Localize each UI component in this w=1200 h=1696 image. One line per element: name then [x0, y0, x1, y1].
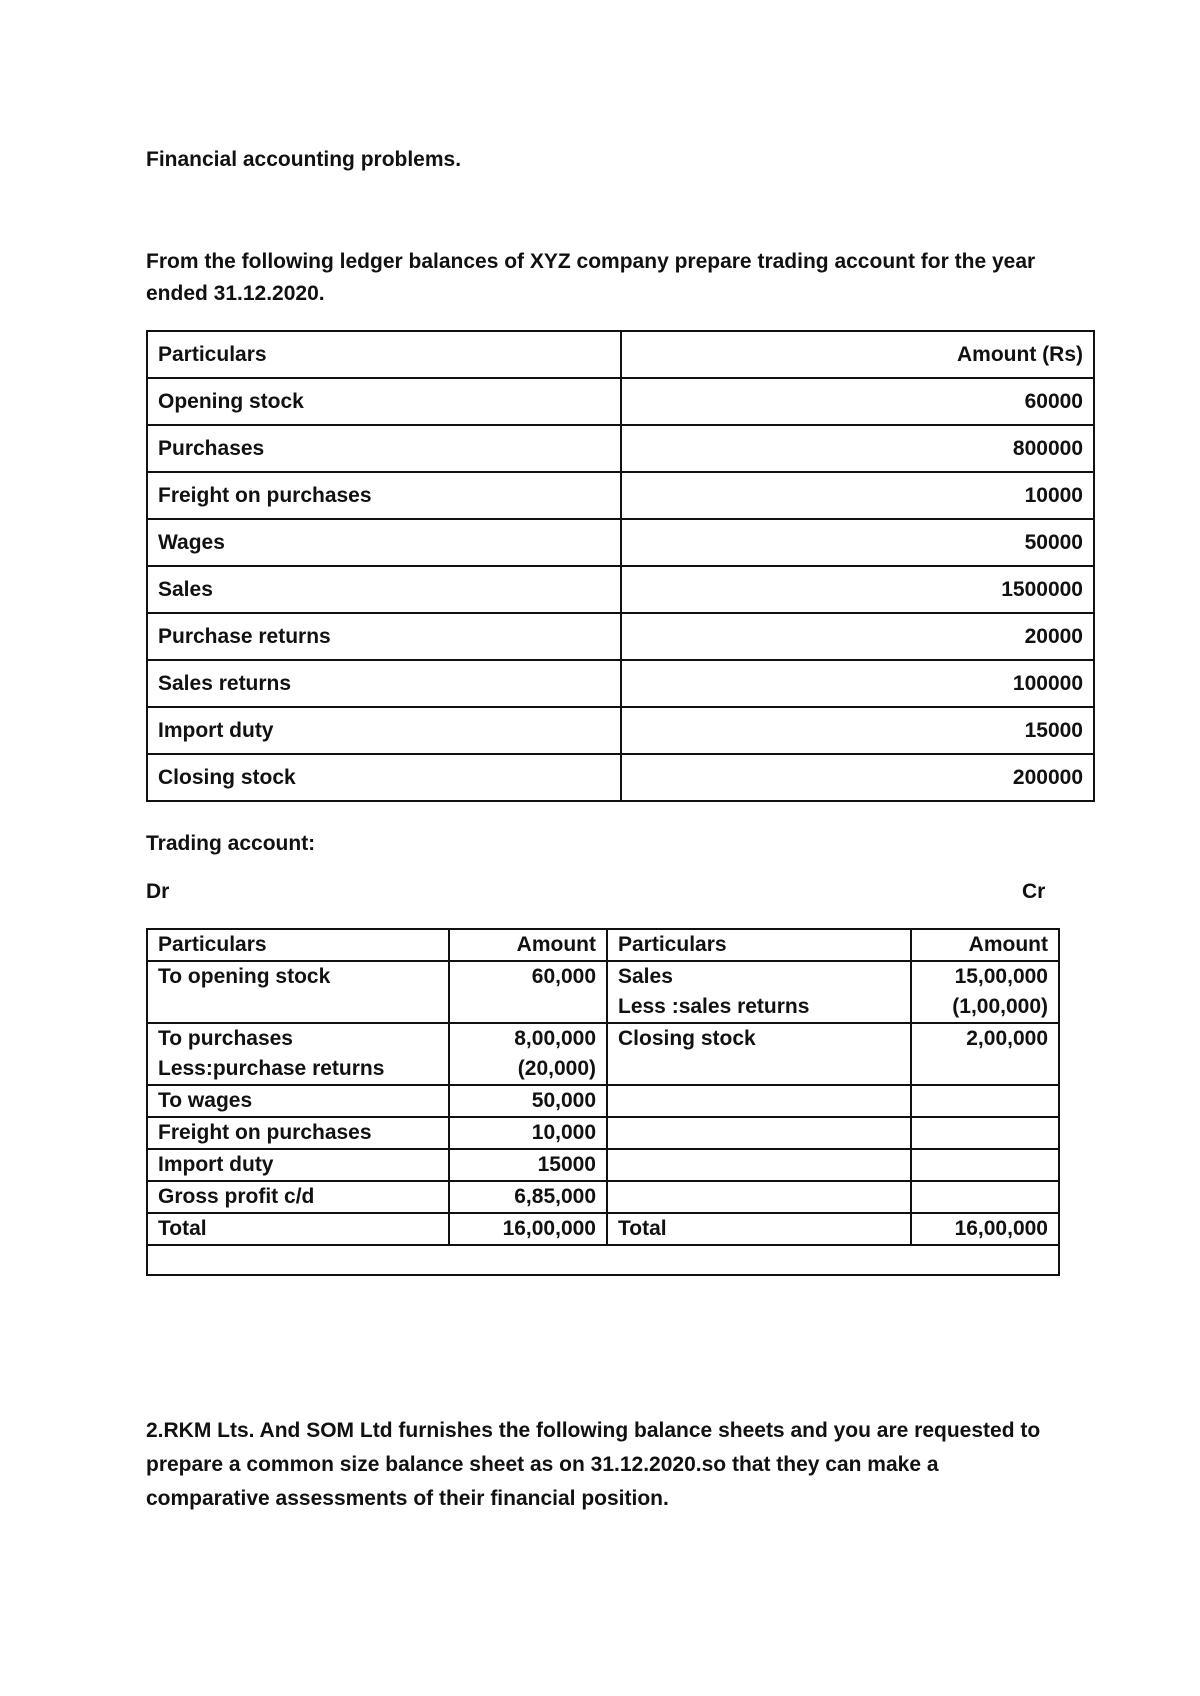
cr-total-amount: 16,00,000	[911, 1213, 1059, 1245]
page-title: Financial accounting problems.	[146, 148, 462, 171]
cr-amount-cell	[911, 1149, 1059, 1181]
cr-particulars-line: Sales	[618, 965, 673, 988]
cr-amount-cell	[911, 1117, 1059, 1149]
dr-amount-line: 60,000	[531, 965, 596, 988]
ledger-balances-table	[146, 330, 1095, 802]
particulars-cell: Wages	[147, 519, 621, 566]
cr-amount-cell	[911, 961, 1059, 1023]
amount-cell: 100000	[621, 660, 1094, 707]
dr-particulars-cell: To wages	[147, 1085, 449, 1117]
particulars-cell: Purchases	[147, 425, 621, 472]
table-row	[147, 707, 1094, 754]
dr-particulars-line: To opening stock	[158, 965, 331, 988]
cr-amount-header: Amount	[911, 929, 1059, 961]
dr-particulars-line: To purchases	[158, 1027, 293, 1050]
cr-particulars-header: Particulars	[607, 929, 911, 961]
empty-row	[147, 1245, 1059, 1275]
amount-cell: 50000	[621, 519, 1094, 566]
amount-cell: 15000	[621, 707, 1094, 754]
particulars-cell: Freight on purchases	[147, 472, 621, 519]
table-row	[147, 425, 1094, 472]
particulars-cell: Sales returns	[147, 660, 621, 707]
dr-total-label: Total	[147, 1213, 449, 1245]
table-header-row	[147, 331, 1094, 378]
table-row	[147, 1023, 1059, 1085]
cr-amount-line: (1,00,000)	[952, 995, 1048, 1018]
cr-particulars-cell	[607, 1085, 911, 1117]
dr-particulars-line: Less:purchase returns	[158, 1057, 385, 1080]
cr-amount-cell	[911, 1023, 1059, 1085]
table-row	[147, 519, 1094, 566]
total-row	[147, 1213, 1059, 1245]
empty-cell	[147, 1245, 1059, 1275]
cr-amount-cell	[911, 1085, 1059, 1117]
particulars-cell: Purchase returns	[147, 613, 621, 660]
dr-particulars-cell	[147, 961, 449, 1023]
cr-amount-line: 2,00,000	[966, 1027, 1048, 1050]
problem-1-text: From the following ledger balances of XYZ company prepare trading account for the year ended 31.12.2020.	[146, 250, 1036, 305]
amount-cell: 10000	[621, 472, 1094, 519]
cr-particulars-line: Less :sales returns	[618, 995, 810, 1018]
cr-particulars-cell	[607, 1149, 911, 1181]
cr-amount-line: 15,00,000	[954, 965, 1048, 988]
header-particulars: Particulars	[147, 331, 621, 378]
particulars-cell: Closing stock	[147, 754, 621, 801]
dr-particulars-cell: Import duty	[147, 1149, 449, 1181]
header-amount: Amount (Rs)	[621, 331, 1094, 378]
cr-particulars-cell	[607, 961, 911, 1023]
table-row	[147, 613, 1094, 660]
amount-cell: 60000	[621, 378, 1094, 425]
dr-amount-cell: 10,000	[449, 1117, 607, 1149]
table-row	[147, 378, 1094, 425]
cr-particulars-cell	[607, 1181, 911, 1213]
trading-account-table	[146, 928, 1060, 1276]
table-row	[147, 660, 1094, 707]
dr-amount-cell: 15000	[449, 1149, 607, 1181]
dr-amount-header: Amount	[449, 929, 607, 961]
dr-amount-cell	[449, 961, 607, 1023]
table-header-row	[147, 929, 1059, 961]
cr-particulars-line: Closing stock	[618, 1027, 756, 1050]
particulars-cell: Opening stock	[147, 378, 621, 425]
amount-cell: 20000	[621, 613, 1094, 660]
table-row	[147, 754, 1094, 801]
cr-particulars-cell	[607, 1117, 911, 1149]
amount-cell: 800000	[621, 425, 1094, 472]
amount-cell: 1500000	[621, 566, 1094, 613]
debit-label: Dr	[146, 880, 170, 903]
trading-account-title: Trading account:	[146, 832, 316, 855]
dr-amount-cell: 6,85,000	[449, 1181, 607, 1213]
dr-particulars-cell: Freight on purchases	[147, 1117, 449, 1149]
dr-total-amount: 16,00,000	[449, 1213, 607, 1245]
table-row	[147, 1149, 1059, 1181]
table-row	[147, 1117, 1059, 1149]
dr-particulars-cell: Gross profit c/d	[147, 1181, 449, 1213]
table-row	[147, 1085, 1059, 1117]
cr-total-label: Total	[607, 1213, 911, 1245]
credit-label: Cr	[1022, 880, 1046, 903]
particulars-cell: Sales	[147, 566, 621, 613]
table-row	[147, 1181, 1059, 1213]
dr-amount-cell: 50,000	[449, 1085, 607, 1117]
dr-amount-line: 8,00,000	[514, 1027, 596, 1050]
cr-amount-cell	[911, 1181, 1059, 1213]
dr-amount-cell	[449, 1023, 607, 1085]
table-row	[147, 961, 1059, 1023]
table-row	[147, 566, 1094, 613]
problem-2-text: 2.RKM Lts. And SOM Ltd furnishes the following balance sheets and you are requested to prepare a common size balance sheet as on 31.12.2020.so that they can make a comparative assessments of their financial position.	[146, 1419, 1041, 1510]
amount-cell: 200000	[621, 754, 1094, 801]
dr-particulars-cell	[147, 1023, 449, 1085]
particulars-cell: Import duty	[147, 707, 621, 754]
cr-particulars-cell	[607, 1023, 911, 1085]
dr-amount-line: (20,000)	[517, 1057, 596, 1080]
table-row	[147, 472, 1094, 519]
dr-particulars-header: Particulars	[147, 929, 449, 961]
